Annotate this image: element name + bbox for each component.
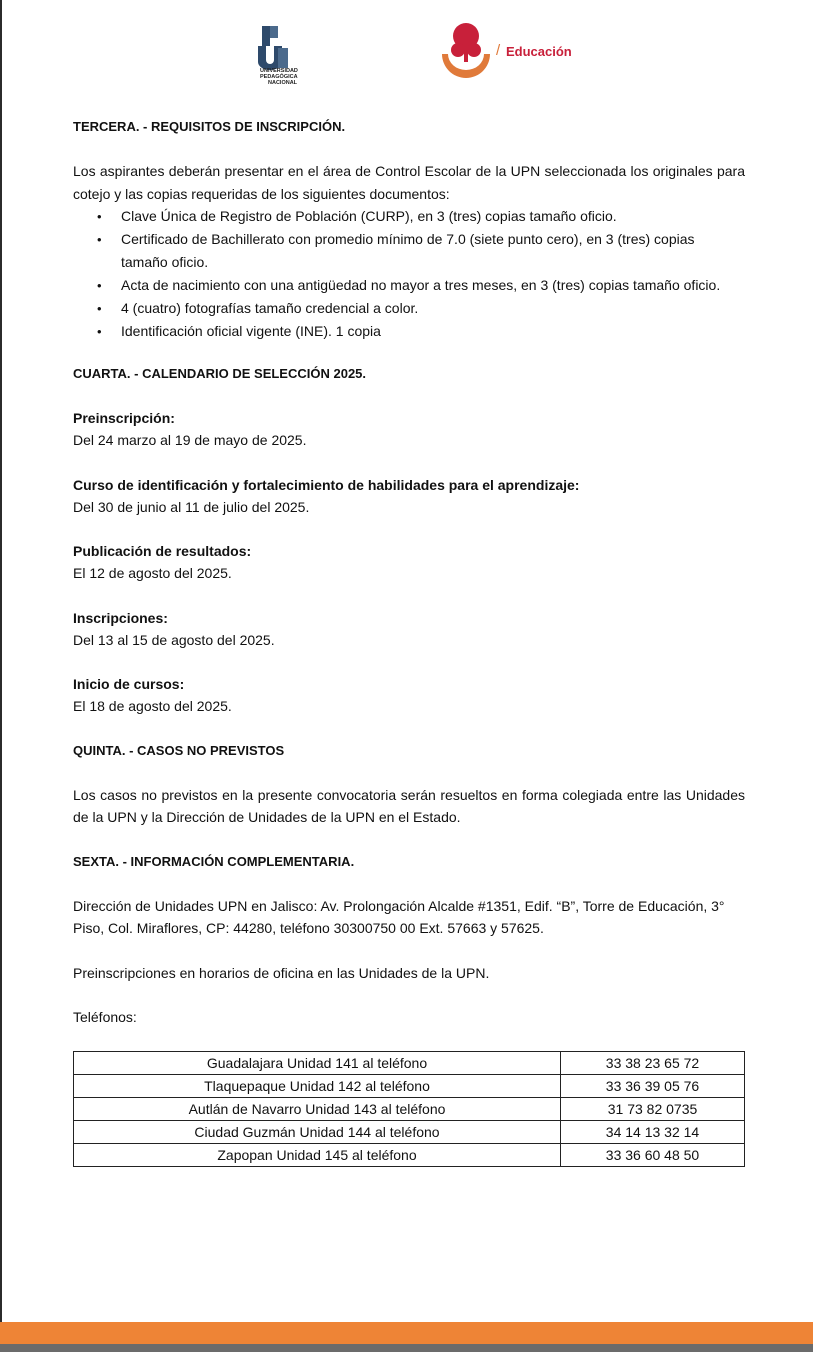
event-label: Inscripciones: (73, 609, 168, 626)
phone-cell: 31 73 82 0735 (561, 1097, 745, 1120)
footer-gray-bar (0, 1344, 813, 1352)
requirement-item: • Certificado de Bachillerato con promedio mínimo de 7.0 (siete punto cero), en 3 (tres) copias tamaño oficio. (121, 228, 745, 274)
event-label: Preinscripción: (73, 410, 175, 426)
upn-line-1: UNIVERSIDAD (260, 68, 298, 74)
header-logos (0, 20, 813, 90)
event-date: Del 30 de junio al 11 de julio del 2025. (73, 498, 310, 515)
phone-cell: 33 36 60 48 50 (561, 1143, 745, 1166)
requirements-list (73, 205, 745, 343)
section-tercera-title: TERCERA. - REQUISITOS DE INSCRIPCIÓN. (73, 119, 346, 134)
requirement-item: • Identificación oficial vigente (INE). 1 copia (121, 320, 745, 343)
section-tercera-intro: Los aspirantes deberán presentar en el área de Control Escolar de la UPN seleccionada los originales para cotejo y las copias requeridas de los siguientes documentos: (73, 163, 745, 202)
upn-emblem-icon (254, 26, 294, 70)
page-left-border (0, 0, 2, 1352)
table-row (74, 1074, 745, 1097)
upn-logo (254, 26, 324, 88)
requirement-item: • 4 (cuatro) fotografías tamaño credencial a color. (121, 297, 745, 320)
upn-line-2: PEDAGÓGICA (260, 74, 298, 80)
unit-cell: Ciudad Guzmán Unidad 144 al teléfono (74, 1120, 561, 1143)
event-date: Del 13 al 15 de agosto del 2025. (73, 631, 275, 648)
educacion-slash: / (496, 42, 501, 59)
section-cuarta-title: CUARTA. - CALENDARIO DE SELECCIÓN 2025. (73, 366, 367, 381)
calendar-event (73, 673, 745, 718)
section-sexta-title: SEXTA. - INFORMACIÓN COMPLEMENTARIA. (73, 853, 355, 869)
table-row (74, 1051, 745, 1074)
table-row (74, 1143, 745, 1166)
event-label: Publicación de resultados: (73, 543, 252, 559)
phones-table (73, 1051, 745, 1167)
event-label: Inicio de cursos: (73, 676, 185, 692)
requirement-item: • Acta de nacimiento con una antigüedad no mayor a tres meses, en 3 (tres) copias tamaño oficio. (121, 274, 745, 297)
phone-cell: 33 38 23 65 72 (561, 1051, 745, 1074)
event-date: El 18 de agosto del 2025. (73, 698, 232, 714)
educacion-label: Educación (506, 44, 572, 59)
requirement-item: • Clave Única de Registro de Población (CURP), en 3 (tres) copias tamaño oficio. (121, 205, 745, 228)
calendar-event (73, 540, 745, 585)
educacion-emblem-icon (438, 20, 496, 82)
event-label: Curso de identificación y fortalecimiento de habilidades para el aprendizaje: (73, 476, 580, 493)
calendar-event (73, 474, 745, 519)
section-sexta-hours: Preinscripciones en horarios de oficina en las Unidades de la UPN. (73, 964, 490, 981)
section-sexta-address: Dirección de Unidades UPN en Jalisco: Av. Prolongación Alcalde #1351, Edif. “B”, Torre de Educación, 3° Piso, Col. Miraflores, CP: 44280, teléfono 30300750 00 Ext. 57663 y 57625. (73, 897, 725, 936)
calendar-event (73, 407, 745, 452)
upn-line-3: NACIONAL (268, 80, 298, 86)
unit-cell: Zapopan Unidad 145 al teléfono (74, 1143, 561, 1166)
table-row (74, 1097, 745, 1120)
unit-cell: Autlán de Navarro Unidad 143 al teléfono (74, 1097, 561, 1120)
phone-cell: 33 36 39 05 76 (561, 1074, 745, 1097)
section-quinta-body: Los casos no previstos en la presente convocatoria serán resueltos en forma colegiada entre las Unidades de la UPN y la Dirección de Unidades de la UPN en el Estado. (73, 786, 745, 825)
phone-cell: 34 14 13 32 14 (561, 1120, 745, 1143)
event-date: El 12 de agosto del 2025. (73, 565, 232, 581)
section-quinta-title: QUINTA. - CASOS NO PREVISTOS (73, 742, 285, 758)
event-date: Del 24 marzo al 19 de mayo de 2025. (73, 432, 307, 448)
table-row (74, 1120, 745, 1143)
educacion-logo (438, 20, 598, 84)
unit-cell: Tlaquepaque Unidad 142 al teléfono (74, 1074, 561, 1097)
unit-cell: Guadalajara Unidad 141 al teléfono (74, 1051, 561, 1074)
document-body (73, 118, 745, 1167)
calendar-event (73, 607, 745, 652)
phones-label: Teléfonos: (73, 1009, 137, 1025)
